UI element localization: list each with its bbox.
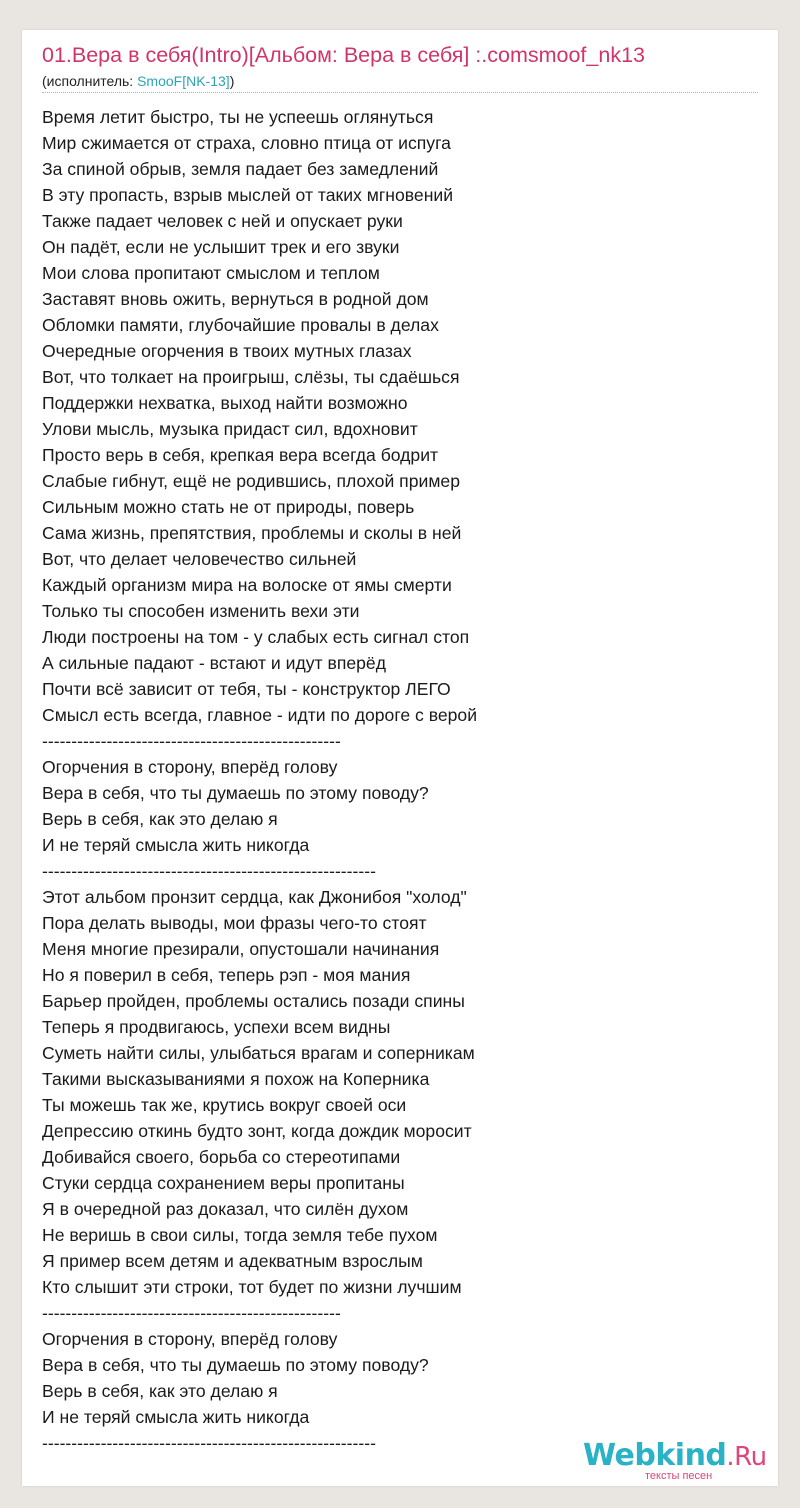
lyric-line: Мир сжимается от страха, словно птица от испуга xyxy=(42,133,451,153)
lyric-line: --------------------------------------------------- xyxy=(42,731,341,751)
song-title: 01.Вера в себя(Intro)[Альбом: Вера в себя] :.comsmoof_nk13 xyxy=(42,43,645,67)
lyrics-card xyxy=(22,30,778,1486)
lyric-line: Вера в себя, что ты думаешь по этому поводу? xyxy=(42,783,429,803)
lyric-line: За спиной обрыв, земля падает без замедлений xyxy=(42,159,439,179)
lyrics-body xyxy=(42,104,758,1456)
lyric-line: Сильным можно стать не от природы, поверь xyxy=(42,497,415,517)
lyric-line: И не теряй смысла жить никогда xyxy=(42,1407,310,1427)
lyric-line: Каждый организм мира на волоске от ямы смерти xyxy=(42,575,452,595)
lyric-line: Смысл есть всегда, главное - идти по дороге с верой xyxy=(42,705,478,725)
lyric-line: В эту пропасть, взрыв мыслей от таких мгновений xyxy=(42,185,454,205)
performer-suffix: ) xyxy=(229,73,235,89)
lyric-line: Заставят вновь ожить, вернуться в родной дом xyxy=(42,289,429,309)
lyric-line: Огорчения в сторону, вперёд голову xyxy=(42,1329,338,1349)
lyric-line: Верь в себя, как это делаю я xyxy=(42,809,278,829)
lyric-line: А сильные падают - встают и идут вперёд xyxy=(42,653,386,673)
lyric-line: Слабые гибнут, ещё не родившись, плохой пример xyxy=(42,471,460,491)
lyric-line: Он падёт, если не услышит трек и его звуки xyxy=(42,237,400,257)
title-divider xyxy=(42,92,758,93)
lyric-line: Добивайся своего, борьба со стереотипами xyxy=(42,1147,401,1167)
performer-prefix: (исполнитель: xyxy=(42,73,138,89)
lyric-line: Огорчения в сторону, вперёд голову xyxy=(42,757,338,777)
logo-tld: .Ru xyxy=(726,1442,767,1472)
lyric-line: Стуки сердца сохранением веры пропитаны xyxy=(42,1173,405,1193)
lyric-line: Верь в себя, как это делаю я xyxy=(42,1381,278,1401)
lyric-line: Люди построены на том - у слабых есть сигнал стоп xyxy=(42,627,470,647)
lyric-line: Очередные огорчения в твоих мутных глазах xyxy=(42,341,412,361)
lyric-line: Меня многие презирали, опустошали начинания xyxy=(42,939,440,959)
lyric-line: Вот, что толкает на проигрыш, слёзы, ты сдаёшься xyxy=(42,367,460,387)
lyric-line: Я пример всем детям и адекватным взрослым xyxy=(42,1251,423,1271)
lyric-line: Суметь найти силы, улыбаться врагам и соперникам xyxy=(42,1043,475,1063)
lyric-line: Просто верь в себя, крепкая вера всегда бодрит xyxy=(42,445,439,465)
lyric-line: Теперь я продвигаюсь, успехи всем видны xyxy=(42,1017,391,1037)
lyric-line: Ты можешь так же, крутись вокруг своей оси xyxy=(42,1095,407,1115)
artist-link[interactable]: SmooF[NK-13] xyxy=(137,73,230,89)
lyric-line: Время летит быстро, ты не успеешь оглянуться xyxy=(42,107,434,127)
lyric-line: Такими высказываниями я похож на Коперника xyxy=(42,1069,430,1089)
lyric-line: Барьер пройден, проблемы остались позади спины xyxy=(42,991,465,1011)
lyric-line: Вот, что делает человечество сильней xyxy=(42,549,357,569)
lyric-line: Не веришь в свои силы, тогда земля тебе пухом xyxy=(42,1225,438,1245)
lyric-line: --------------------------------------------------- xyxy=(42,1303,341,1323)
site-logo[interactable] xyxy=(583,1438,778,1484)
lyric-line: Только ты способен изменить вехи эти xyxy=(42,601,360,621)
lyric-line: Обломки памяти, глубочайшие провалы в делах xyxy=(42,315,439,335)
lyric-line: Почти всё зависит от тебя, ты - конструктор ЛЕГО xyxy=(42,679,451,699)
lyric-line: Мои слова пропитают смыслом и теплом xyxy=(42,263,380,283)
performer-line xyxy=(42,72,234,90)
lyric-line: Улови мысль, музыка придаст сил, вдохновит xyxy=(42,419,418,439)
lyric-line: Поддержки нехватка, выход найти возможно xyxy=(42,393,408,413)
logo-tagline: тексты песен xyxy=(645,1470,713,1482)
lyric-line: --------------------------------------------------------- xyxy=(42,1433,376,1453)
logo-name: Webkind xyxy=(583,1438,727,1473)
lyric-line: Я в очередной раз доказал, что силён духом xyxy=(42,1199,409,1219)
lyric-line: Кто слышит эти строки, тот будет по жизни лучшим xyxy=(42,1277,462,1297)
lyric-line: --------------------------------------------------------- xyxy=(42,861,376,881)
lyric-line: Депрессию откинь будто зонт, когда дождик моросит xyxy=(42,1121,472,1141)
lyric-line: Но я поверил в себя, теперь рэп - моя мания xyxy=(42,965,411,985)
lyric-line: Вера в себя, что ты думаешь по этому поводу? xyxy=(42,1355,429,1375)
lyric-line: Также падает человек с ней и опускает руки xyxy=(42,211,403,231)
lyric-line: Этот альбом пронзит сердца, как Джонибоя "холод" xyxy=(42,887,467,907)
lyric-line: Сама жизнь, препятствия, проблемы и сколы в ней xyxy=(42,523,462,543)
lyric-line: Пора делать выводы, мои фразы чего-то стоят xyxy=(42,913,427,933)
lyric-line: И не теряй смысла жить никогда xyxy=(42,835,310,855)
